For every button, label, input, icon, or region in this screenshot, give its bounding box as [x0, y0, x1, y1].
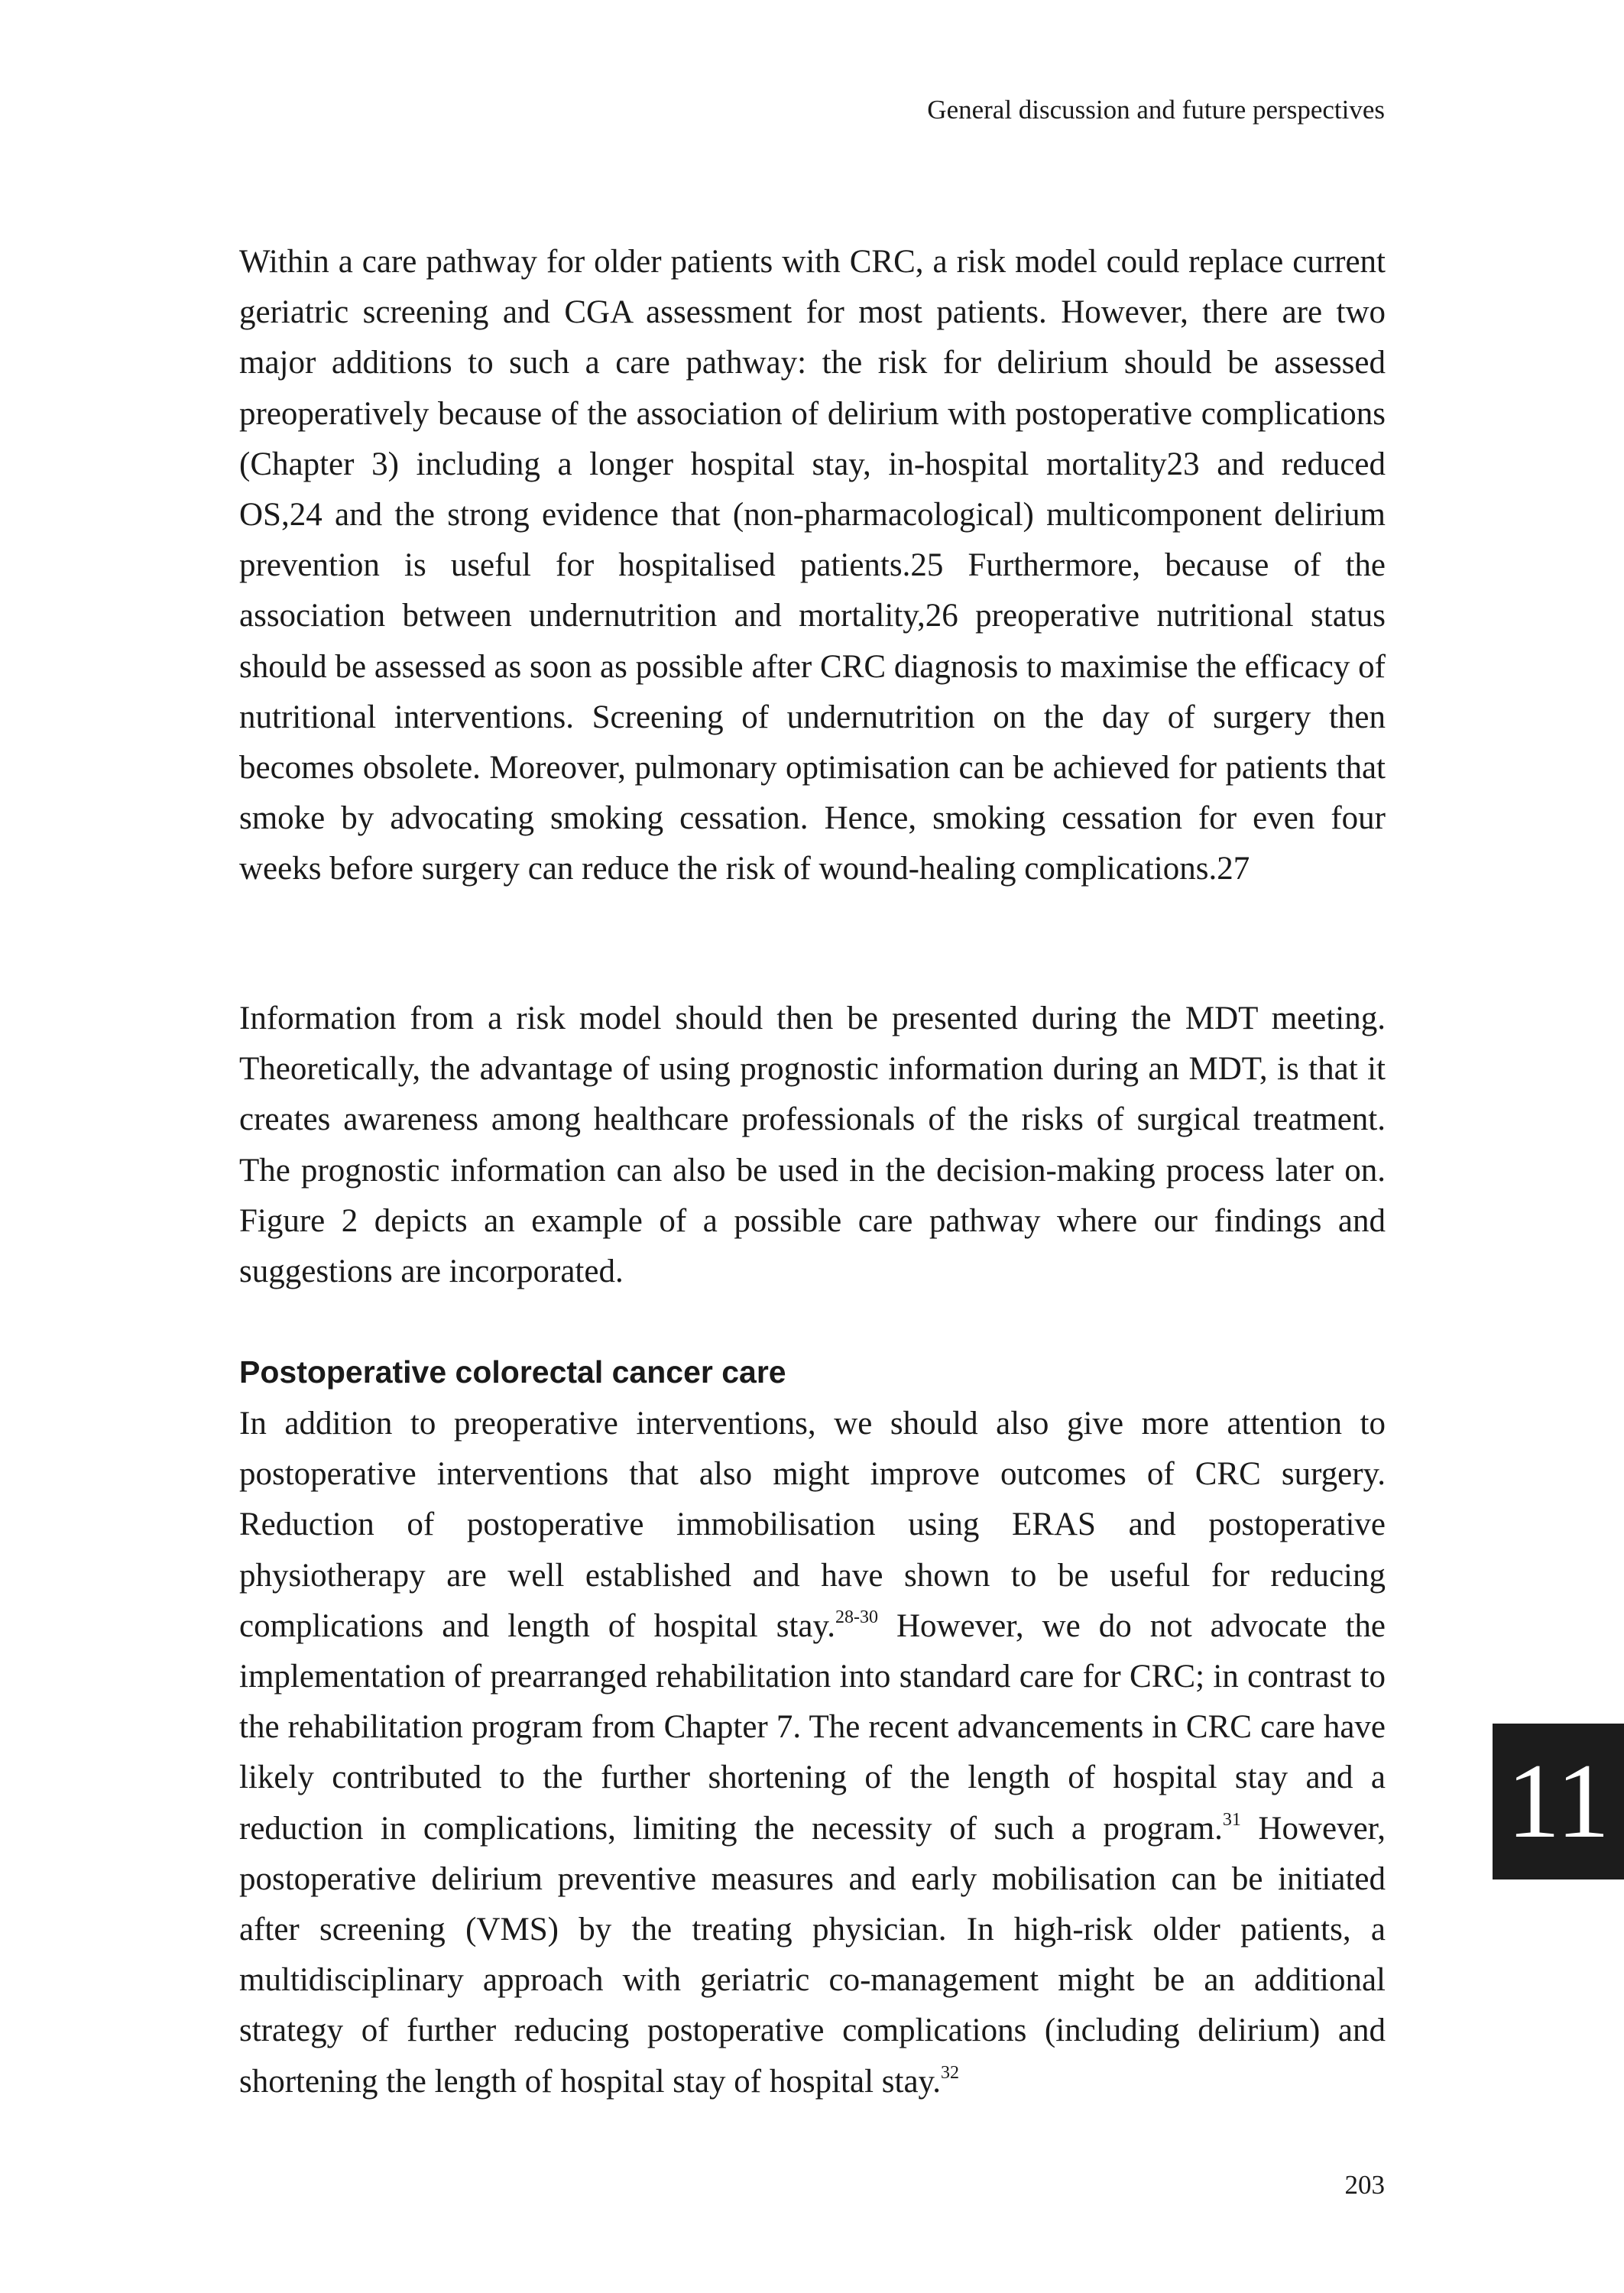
paragraph-3-part-2: However, we do not advocate the implementation of prearranged rehabilitation into standard care for CRC; in contrast to the rehabilitation program from Chapter 7. The recent advancements in CRC care have likely contributed to the further shortening of the length of hospital stay and a reduction in complications, limiting the necessity of such a program.: [239, 1607, 1386, 1847]
citation-ref-28-30: 28-30: [835, 1607, 878, 1627]
page-number: 203: [1344, 2170, 1385, 2200]
chapter-number: 11: [1506, 1742, 1610, 1860]
section-heading-block: [239, 1347, 1386, 1397]
paragraph-1: Within a care pathway for older patients with CRC, a risk model could replace current geriatric screening and CGA assessment for most patients. However, there are two major additions to such a care pathway: the risk for delirium should be assessed preoperatively because of the association of delirium with postoperative complications (Chapter 3) including a longer hospital stay, in-hospital mortality23 and reduced OS,24 and the strong evidence that (non-pharmacological) multicomponent delirium prevention is useful for hospitalised patients.25 Furthermore, because of the association between undernutrition and mortality,26 preoperative nutritional status should be assessed as soon as possible after CRC diagnosis to maximise the efficacy of nutritional interventions. Screening of undernutrition on the day of surgery then becomes obsolete. Moreover, pulmonary optimisation can be achieved for patients that smoke by advocating smoking cessation. Hence, smoking cessation for even four weeks before surgery can reduce the risk of wound-healing complications.27: [239, 244, 1386, 887]
paragraph-3-part-3: However, postoperative delirium preventive measures and early mobilisation can be initiated after screening (VMS) by the treating physician. In high-risk older patients, a multidisciplinary approach with geriatric co-management might be an additional strategy of further reducing postoperative complications (including delirium) and shortening the length of hospital stay of hospital stay.: [239, 1810, 1386, 2100]
citation-ref-31: 31: [1222, 1809, 1241, 1830]
paragraph-2: Information from a risk model should then be presented during the MDT meeting. Theoretically, the advantage of using prognostic information during an MDT, is that it creates awareness among healthcare professionals of the risks of surgical treatment. The prognostic information can also be used in the decision-making process later on. Figure 2 depicts an example of a possible care pathway where our findings and suggestions are incorporated.: [239, 1001, 1386, 1290]
paragraph-3: [239, 1399, 1386, 2107]
paragraph-3-part-1: In addition to preoperative interventions, we should also give more attention to postoperative interventions that also might improve outcomes of CRC surgery. Reduction of postoperative immobilisation using ERAS and postoperative physiotherapy are well established and have shown to be useful for reducing complications and length of hospital stay.: [239, 1406, 1386, 1644]
section-heading: Postoperative colorectal cancer care: [239, 1354, 786, 1390]
citation-ref-32: 32: [941, 2062, 959, 2083]
running-header: General discussion and future perspectives: [927, 95, 1385, 125]
chapter-tab: [1493, 1724, 1624, 1879]
